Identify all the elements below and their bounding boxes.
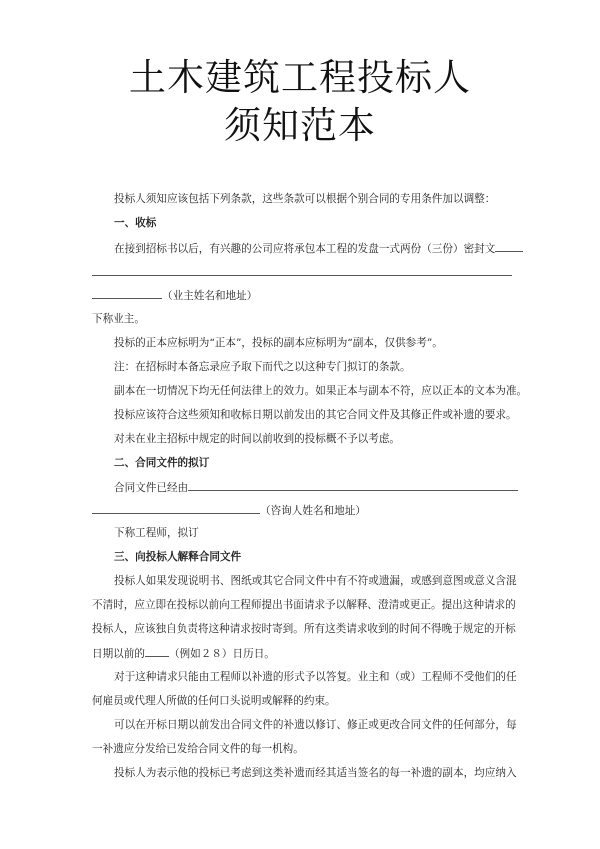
paragraph: 在接到招标书以后，有兴趣的公司应将承包本工程的发盘一式两份（三份）密封文: [114, 241, 523, 256]
blank-line: [92, 288, 162, 299]
blank-line: [145, 646, 169, 657]
paragraph: 副本在一切情况下均无任何法律上的效力。如果正本与副本不符，应以正本的文本为准。: [114, 385, 528, 397]
paragraph: 何雇员或代理人所做的任何口头说明或解释的约束。: [92, 695, 336, 707]
paragraph: 一补遗应分发给已发给合同文件的每一机构。: [92, 743, 304, 755]
section-heading-1: 一、收标: [114, 217, 157, 229]
paragraph: 不清时，应立即在投标以前向工程师提出书面请求予以解释、澄清或更正。提出这种请求的: [92, 599, 516, 611]
paragraph: （业主姓名和地址）: [92, 288, 257, 303]
paragraph: 下称工程师，拟订: [114, 527, 199, 539]
paragraph: 合同文件已经由: [114, 480, 518, 495]
intro-text: 投标人须知应该包括下列条款，这些条款可以根据个别合同的专用条件加以调整：: [114, 193, 496, 205]
paragraph: 投标人为表示他的投标已考虑到这类补遗而经其适当签名的每一补遗的副本，均应纳入: [114, 767, 517, 779]
paragraph: 对于这种请求只能由工程师以补遗的形式予以答复。业主和（或）工程师不受他们的任: [114, 671, 517, 683]
blank-line: [188, 480, 518, 491]
section-heading-3: 三、向投标人解释合同文件: [114, 551, 242, 563]
paragraph: 注：在招标时本备忘录应予取下而代之以这种专门拟订的条款。: [114, 361, 411, 373]
paragraph: 可以在开标日期以前发出合同文件的补遗以修订、修正或更改合同文件的任何部分，每: [114, 719, 517, 731]
section-heading-2: 二、合同文件的拟订: [114, 457, 210, 469]
paragraph: 下称业主。: [92, 313, 145, 325]
paragraph: 投标应该符合这些须知和收标日期以前发出的其它合同文件及其修正件或补遗的要求。: [114, 409, 517, 421]
paragraph: 日期以前的 （例如２８）日历日。: [92, 648, 275, 660]
document-title-line1: 土木建筑工程投标人: [129, 56, 471, 99]
document-title-line2: 须知范本: [224, 104, 376, 147]
blank-line: [92, 275, 512, 276]
paragraph: 投标人，应该独自负责将这种请求按时寄到。所有这类请求收到的时间不得晚于规定的开标: [92, 623, 516, 635]
paragraph: （咨询人姓名和地址）: [92, 503, 366, 518]
paragraph: 投标人如果发现说明书、图纸或其它合同文件中有不符或遗漏，或感到意图或意义含混: [114, 575, 517, 587]
blank-line: [495, 241, 523, 252]
blank-line: [92, 503, 260, 514]
paragraph: 对未在业主招标中规定的时间以前收到的投标概不予以考虑。: [114, 433, 401, 445]
paragraph: 投标的正本应标明为“正本”，投标的副本应标明为“副本，仅供参考”。: [114, 337, 443, 349]
